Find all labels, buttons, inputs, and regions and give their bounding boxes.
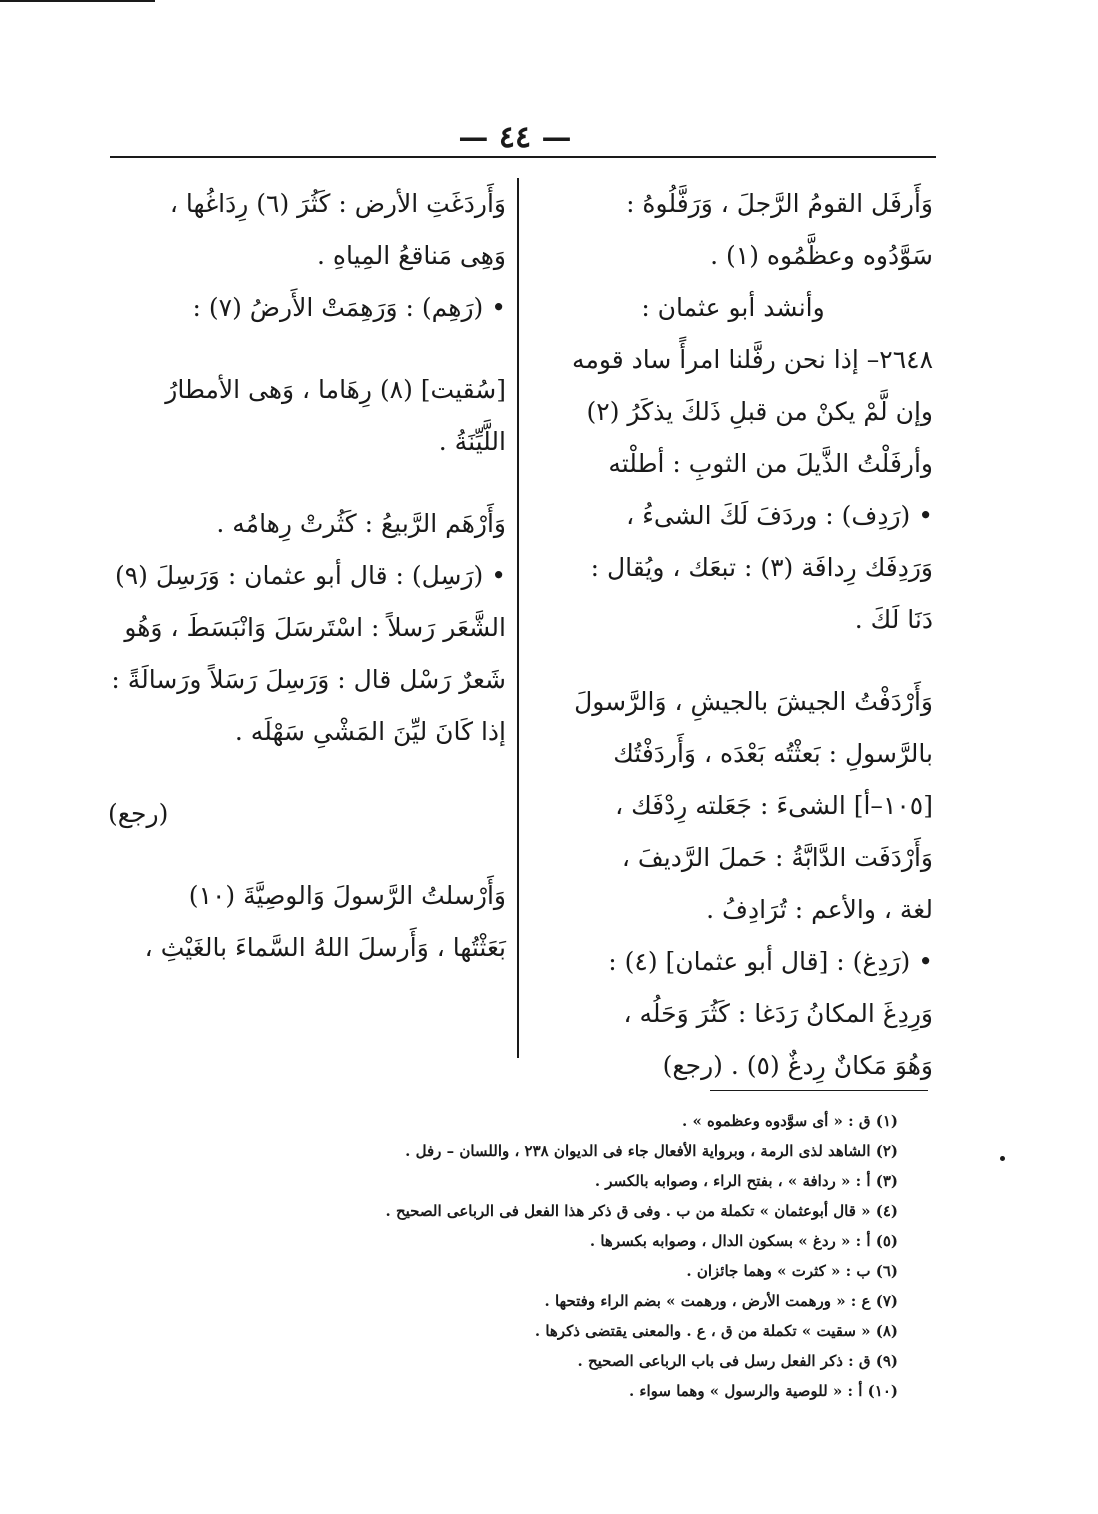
text-line: وَأَرْسلتُ الرَّسولَ وَالوصِيَّةَ (١٠) [188, 881, 506, 910]
footnote: (٩) ق : ذكر الفعل رسل فى باب الرباعى الصحيح . [577, 1352, 898, 1370]
text-line: وَرَدِفَك رِدافَة (٣) : تبعَك ، ويُقال : [590, 553, 933, 582]
text-line: وأنشد أبو عثمان : [641, 293, 825, 322]
text-line: • (رَهِم) : وَرَهِمَتْ الأَرضُ (٧) : [192, 293, 506, 322]
text-line: (رجع) [108, 799, 169, 828]
footnote: (٨) « سقيت » تكملة من ق ، ع . والمعنى يقتضى ذكرها . [534, 1322, 898, 1340]
footnote: (٦) ب : « كثرت » وهما جائزان . [686, 1262, 898, 1280]
text-line: وَأَرفَل القومُ الرَّجلَ ، وَرَفَّلُوهُ : [626, 189, 933, 218]
text-line: [سُقيت] (٨) رِهَاما ، وَهى الأمطارُ [165, 375, 506, 404]
text-line: وَهُوَ مَكانٌ رِدغٌ (٥) . (رجع) [662, 1051, 933, 1080]
footnote: (٣) أ : « ردافة » ، بفتح الراء ، وصوابه بالكسر . [594, 1172, 898, 1190]
text-line: الشَّعَر رَسلاً : اسْتَرسَلَ وَانْبَسَطَ ، وَهُو [124, 613, 506, 642]
text-line: وَأَرْدَفَت الدَّابَّةُ : حَملَ الرَّديفَ ، [621, 843, 933, 872]
text-line: بالرَّسولِ : بَعثْتُه بَعْدَه ، وَأَردَفْتُك [613, 739, 933, 768]
text-line: إذا كَانَ ليِّنَ المَشْىِ سَهْلَه . [234, 717, 506, 746]
paragraph-gap [533, 646, 933, 676]
text-line: اللَّيِّنَةُ . [438, 427, 506, 456]
text-line: لغة ، والأعم : تُرَادِفُ . [706, 895, 933, 924]
header-rule [110, 156, 936, 158]
text-line: • (رَسِل) : قال أبو عثمان : وَرَسِلَ (٩) [114, 561, 506, 590]
right-column [533, 178, 933, 1092]
text-line: دَنَا لَكَ . [854, 605, 933, 634]
scan-edge-mark [0, 0, 155, 2]
footnote: (١) ق : « أى سوَّدوه وعظموه » . [682, 1112, 898, 1130]
paragraph-gap [108, 840, 506, 870]
text-line: وأرفَلْتُ الذَّيلَ من الثوبِ : أطلْته [608, 449, 933, 478]
footnote: (٥) أ : « ردغ » بسكون الدال ، وصوابه بكسرها . [589, 1232, 898, 1250]
text-line: سَوَّدُوه وعظَّمُوه (١) . [710, 241, 933, 270]
paragraph-gap [108, 758, 506, 788]
text-line: وَأَرْهَم الرَّبيعُ : كَثُرتْ رِهامُه . [216, 509, 506, 538]
text-line: وَأَرْدَفْتُ الجيشَ بالجيشِ ، وَالرَّسولَ [574, 687, 933, 716]
left-column [108, 178, 506, 974]
footnote: (٧) ع : « ورهمت الأرض ، ورهمت » بضم الراء وفتحها . [544, 1292, 898, 1310]
column-divider [517, 178, 519, 1058]
text-line: وَأَردَغَتِ الأرض : كَثُرَ (٦) رِدَاغُها ، [169, 189, 506, 218]
footnote: (١٠) أ : « للوصية والرسول » وهما سواء . [628, 1382, 898, 1400]
text-line: • (رَدِف) : وردَفَ لَكَ الشىءُ ، [626, 501, 933, 530]
text-line: شَعرٌ رَسْل قال : وَرَسِلَ رَسَلاً ورَسالَةً : [111, 665, 506, 694]
text-line: بَعَثْتُها ، وَأَرسلَ اللهُ السَّماءَ بالغَيْثِ ، [144, 933, 506, 962]
text-line: وَهِى مَناقعُ المِياهِ . [317, 241, 506, 270]
page-number: — ٤٤ — [458, 120, 572, 155]
text-line: وإن لَّمْ يكنْ من قبلِ ذَلكَ يذكَرُ (٢) [586, 397, 933, 426]
footnote: (٢) الشاهد لذى الرمة ، وبرواية الأفعال جاء فى الديوان ٢٣٨ ، واللسان – رفل . [405, 1142, 898, 1160]
footnote-rule [710, 1090, 928, 1091]
footnote: (٤) « قال أبوعثمان » تكملة من ب . وفى ق ذكر هذا الفعل فى الرباعى الصحيح . [385, 1202, 898, 1220]
paragraph-gap [108, 468, 506, 498]
text-line: • (رَدِغ) : [قال أبو عثمان] (٤) : [608, 947, 933, 976]
text-line: وَرِدِغَ المكانُ رَدَغا : كَثُرَ وَحَلُه ، [623, 999, 933, 1028]
footnotes [118, 1106, 898, 1406]
text-line: [١٠٥–أ] الشىءَ : جَعَلته رِدْفَك ، [615, 791, 933, 820]
text-line: ٢٦٤٨– إذا نحن رفَّلنا امرأً ساد قومه [572, 345, 933, 374]
paragraph-gap [108, 334, 506, 364]
margin-dot [1000, 1156, 1005, 1161]
